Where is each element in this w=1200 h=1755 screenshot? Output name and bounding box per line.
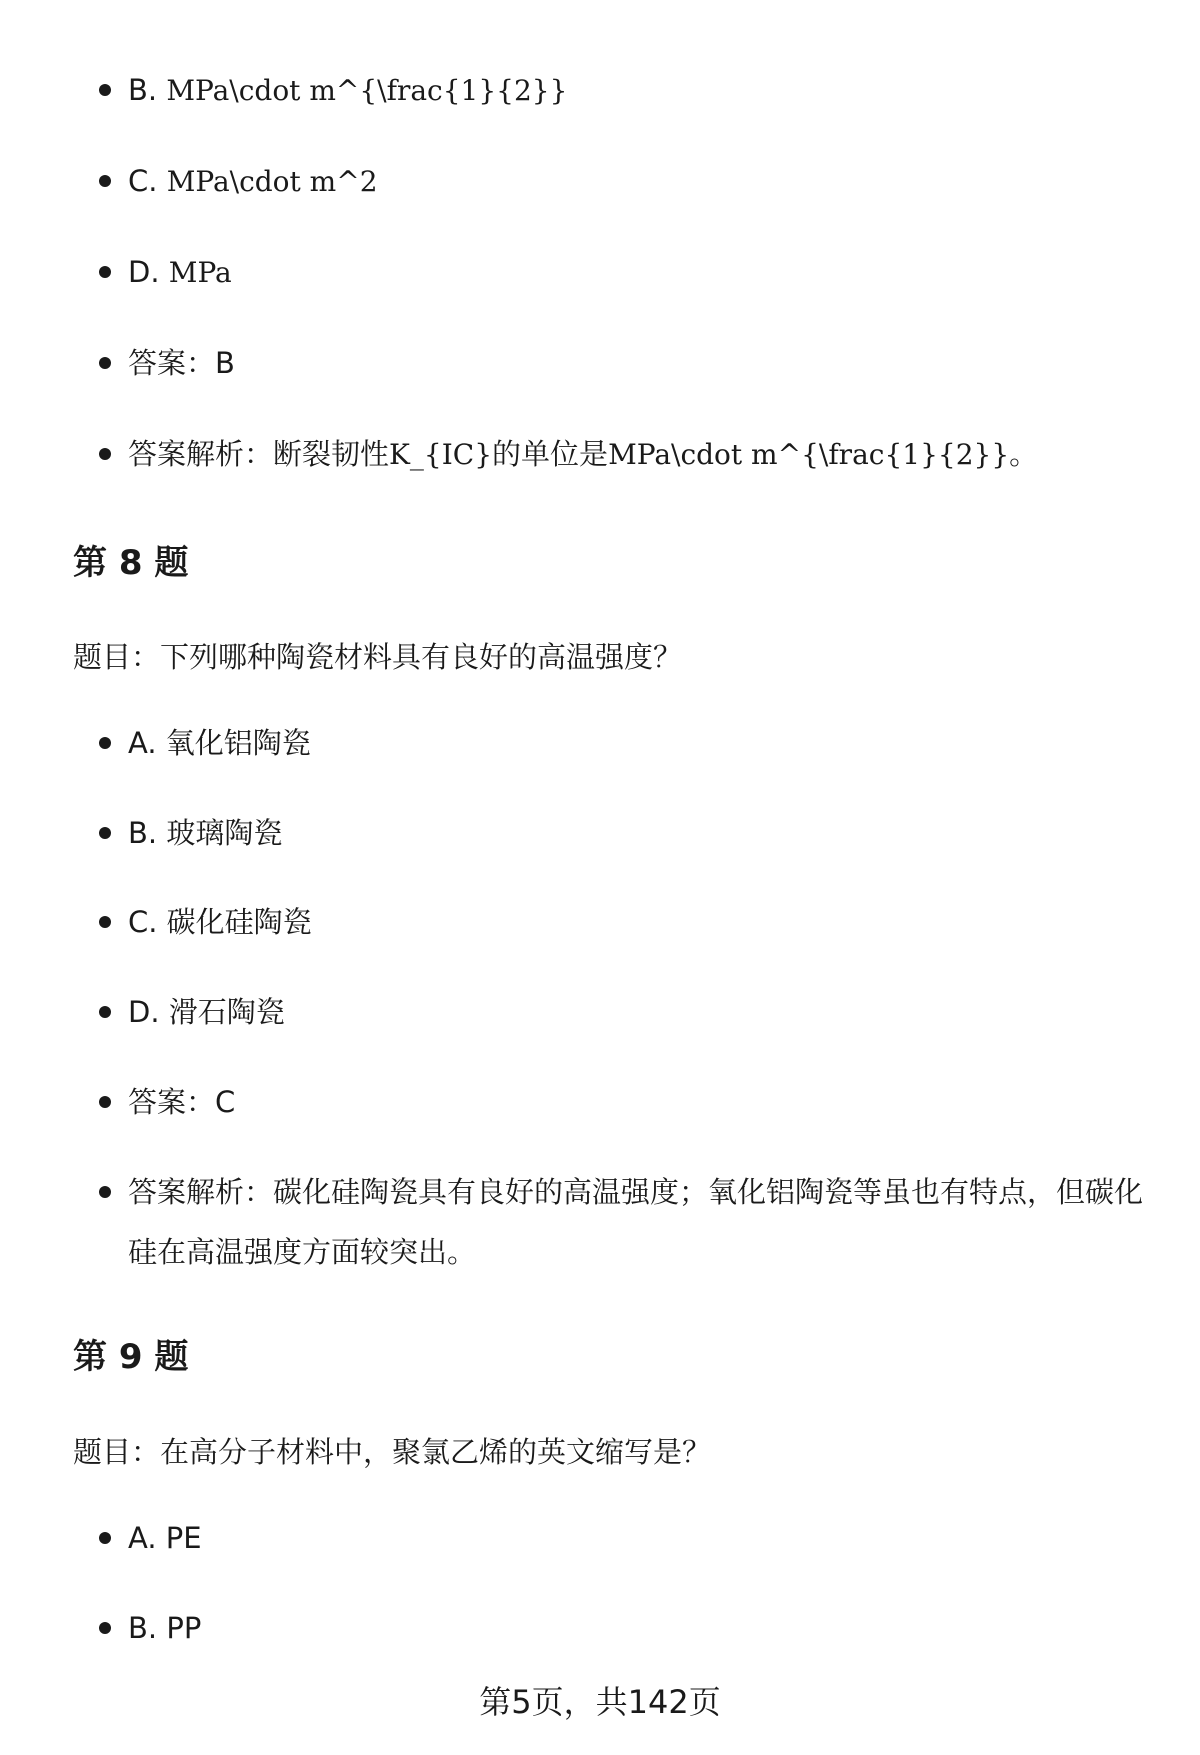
bullet [99, 1186, 111, 1198]
math-expression: MPa\cdot m^2 [166, 165, 378, 198]
option-c: C. 碳化硅陶瓷 [128, 905, 312, 939]
option-b: B. MPa\cdot m^{\frac{1}{2}} [128, 73, 568, 107]
page-number-footer: 第5页，共142页 [479, 1683, 721, 1721]
option-d: D. 滑石陶瓷 [128, 995, 285, 1029]
bullet [99, 175, 111, 187]
bullet [99, 1622, 111, 1634]
answer-explanation: 答案解析：碳化硅陶瓷具有良好的高温强度；氧化铝陶瓷等虽也有特点，但碳化硅在高温强度方面较突出。 [128, 1175, 1144, 1269]
bullet [99, 827, 111, 839]
option-d: D. MPa [128, 255, 232, 289]
option-b: B. 玻璃陶瓷 [128, 816, 283, 850]
answer: 答案：B [128, 346, 235, 380]
math-expression: MPa\cdot m^{\frac{1}{2}} [608, 438, 1010, 471]
question-heading: 第 9 题 [73, 1337, 189, 1377]
bullet [99, 1532, 111, 1544]
option-a: A. 氧化铝陶瓷 [128, 726, 311, 760]
bullet [99, 1006, 111, 1018]
bullet [99, 448, 111, 460]
bullet [99, 84, 111, 96]
question-text: 题目：在高分子材料中，聚氯乙烯的英文缩写是？ [73, 1435, 712, 1469]
math-expression: MPa\cdot m^{\frac{1}{2}} [166, 74, 568, 107]
question-text: 题目：下列哪种陶瓷材料具有良好的高温强度？ [73, 640, 683, 674]
option-a: A. PE [128, 1521, 202, 1555]
math-expression: K_{IC} [389, 438, 493, 471]
answer-explanation: 答案解析：断裂韧性K_{IC}的单位是MPa\cdot m^{\frac{1}{2}}。 [128, 437, 1039, 471]
bullet [99, 1096, 111, 1108]
option-c: C. MPa\cdot m^2 [128, 164, 378, 198]
question-heading: 第 8 题 [73, 543, 189, 583]
answer: 答案：C [128, 1085, 236, 1119]
bullet [99, 916, 111, 928]
bullet [99, 266, 111, 278]
bullet [99, 737, 111, 749]
math-expression: MPa [168, 256, 232, 289]
option-b: B. PP [128, 1611, 202, 1645]
bullet [99, 357, 111, 369]
